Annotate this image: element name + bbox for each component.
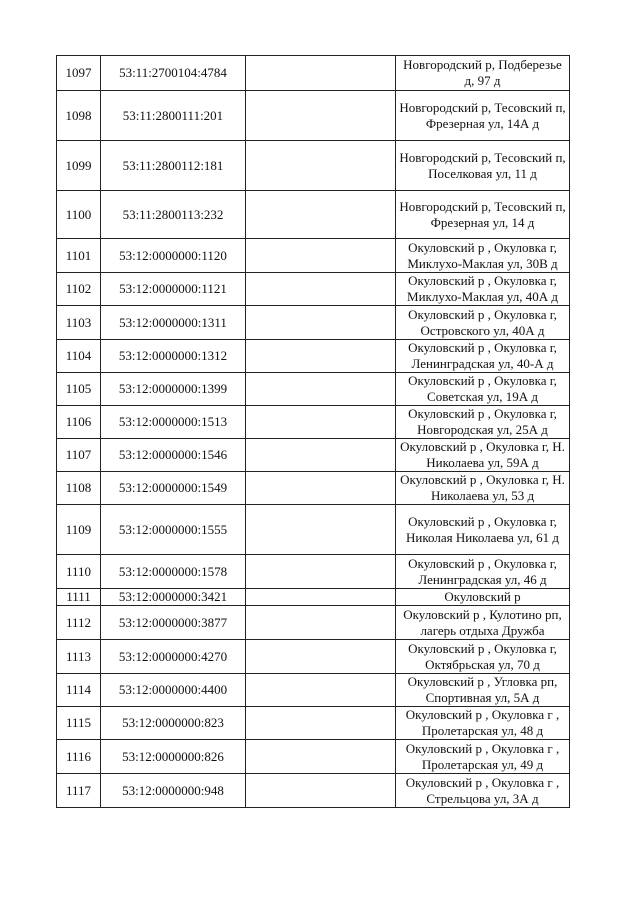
row-number: 1116 (57, 740, 101, 774)
empty-cell (246, 589, 396, 606)
cadastral-number: 53:12:0000000:3877 (101, 606, 246, 640)
table-row (57, 505, 570, 555)
row-number: 1103 (57, 306, 101, 340)
row-number: 1106 (57, 406, 101, 439)
table-body (57, 56, 570, 808)
row-number: 1110 (57, 555, 101, 589)
cadastral-number: 53:12:0000000:1555 (101, 505, 246, 555)
table-row (57, 674, 570, 707)
table-row (57, 141, 570, 191)
table-row (57, 91, 570, 141)
address: Окуловский р , Окуловка г, Н. Николаева ул, 53 д (396, 472, 570, 505)
table-row (57, 555, 570, 589)
empty-cell (246, 191, 396, 239)
cadastral-number: 53:11:2800112:181 (101, 141, 246, 191)
address: Окуловский р , Окуловка г, Миклухо-Маклая ул, 30В д (396, 239, 570, 273)
row-number: 1102 (57, 273, 101, 306)
cadastral-number: 53:12:0000000:948 (101, 774, 246, 808)
address: Окуловский р , Окуловка г, Советская ул, 19А д (396, 373, 570, 406)
table-row (57, 239, 570, 273)
cadastral-number: 53:12:0000000:1120 (101, 239, 246, 273)
table-row (57, 640, 570, 674)
empty-cell (246, 91, 396, 141)
empty-cell (246, 306, 396, 340)
address: Окуловский р , Угловка рп, Спортивная ул, 5А д (396, 674, 570, 707)
empty-cell (246, 740, 396, 774)
row-number: 1101 (57, 239, 101, 273)
address: Окуловский р , Окуловка г, Миклухо-Маклая ул, 40А д (396, 273, 570, 306)
row-number: 1109 (57, 505, 101, 555)
cadastral-number: 53:12:0000000:1546 (101, 439, 246, 472)
row-number: 1114 (57, 674, 101, 707)
empty-cell (246, 640, 396, 674)
address: Окуловский р , Окуловка г, Новгородская ул, 25А д (396, 406, 570, 439)
table-row (57, 340, 570, 373)
address: Окуловский р , Окуловка г , Пролетарская ул, 48 д (396, 707, 570, 740)
cadastral-number: 53:12:0000000:4270 (101, 640, 246, 674)
address: Окуловский р , Окуловка г, Октябрьская ул, 70 д (396, 640, 570, 674)
empty-cell (246, 505, 396, 555)
empty-cell (246, 340, 396, 373)
table-row (57, 56, 570, 91)
address: Новгородский р, Тесовский п, Фрезерная ул, 14А д (396, 91, 570, 141)
address: Окуловский р , Окуловка г, Н. Николаева ул, 59А д (396, 439, 570, 472)
table-row (57, 740, 570, 774)
cadastral-number: 53:12:0000000:823 (101, 707, 246, 740)
table-row (57, 439, 570, 472)
table-row (57, 406, 570, 439)
empty-cell (246, 239, 396, 273)
cadastral-number: 53:12:0000000:1121 (101, 273, 246, 306)
row-number: 1100 (57, 191, 101, 239)
table-row (57, 606, 570, 640)
empty-cell (246, 373, 396, 406)
row-number: 1098 (57, 91, 101, 141)
address: Новгородский р, Подберезье д, 97 д (396, 56, 570, 91)
table-row (57, 273, 570, 306)
row-number: 1113 (57, 640, 101, 674)
address: Окуловский р , Кулотино рп, лагерь отдыха Дружба (396, 606, 570, 640)
address: Окуловский р , Окуловка г, Островского ул, 40А д (396, 306, 570, 340)
empty-cell (246, 141, 396, 191)
address: Окуловский р , Окуловка г , Пролетарская ул, 49 д (396, 740, 570, 774)
address: Окуловский р , Окуловка г, Ленинградская ул, 46 д (396, 555, 570, 589)
empty-cell (246, 555, 396, 589)
row-number: 1104 (57, 340, 101, 373)
cadastral-number: 53:11:2700104:4784 (101, 56, 246, 91)
empty-cell (246, 472, 396, 505)
table-row (57, 191, 570, 239)
address: Окуловский р , Окуловка г , Стрельцова ул, 3А д (396, 774, 570, 808)
cadastral-number: 53:12:0000000:4400 (101, 674, 246, 707)
cadastral-number: 53:12:0000000:3421 (101, 589, 246, 606)
empty-cell (246, 56, 396, 91)
row-number: 1107 (57, 439, 101, 472)
cadastral-number: 53:12:0000000:1578 (101, 555, 246, 589)
cadastral-number: 53:12:0000000:826 (101, 740, 246, 774)
empty-cell (246, 774, 396, 808)
address: Окуловский р , Окуловка г, Николая Николаева ул, 61 д (396, 505, 570, 555)
empty-cell (246, 406, 396, 439)
address: Новгородский р, Тесовский п, Поселковая ул, 11 д (396, 141, 570, 191)
address: Новгородский р, Тесовский п, Фрезерная ул, 14 д (396, 191, 570, 239)
cadastral-number: 53:12:0000000:1311 (101, 306, 246, 340)
cadastral-number: 53:12:0000000:1399 (101, 373, 246, 406)
table-row (57, 472, 570, 505)
row-number: 1099 (57, 141, 101, 191)
row-number: 1108 (57, 472, 101, 505)
empty-cell (246, 439, 396, 472)
cadastral-number: 53:11:2800111:201 (101, 91, 246, 141)
row-number: 1117 (57, 774, 101, 808)
table-row (57, 589, 570, 606)
cadastral-number: 53:12:0000000:1549 (101, 472, 246, 505)
row-number: 1097 (57, 56, 101, 91)
empty-cell (246, 606, 396, 640)
address: Окуловский р (396, 589, 570, 606)
empty-cell (246, 707, 396, 740)
row-number: 1105 (57, 373, 101, 406)
empty-cell (246, 674, 396, 707)
registry-table (56, 55, 570, 808)
row-number: 1112 (57, 606, 101, 640)
cadastral-number: 53:12:0000000:1513 (101, 406, 246, 439)
table-row (57, 774, 570, 808)
table-row (57, 373, 570, 406)
row-number: 1115 (57, 707, 101, 740)
cadastral-number: 53:11:2800113:232 (101, 191, 246, 239)
row-number: 1111 (57, 589, 101, 606)
empty-cell (246, 273, 396, 306)
table-row (57, 306, 570, 340)
table-row (57, 707, 570, 740)
cadastral-number: 53:12:0000000:1312 (101, 340, 246, 373)
address: Окуловский р , Окуловка г, Ленинградская ул, 40-А д (396, 340, 570, 373)
